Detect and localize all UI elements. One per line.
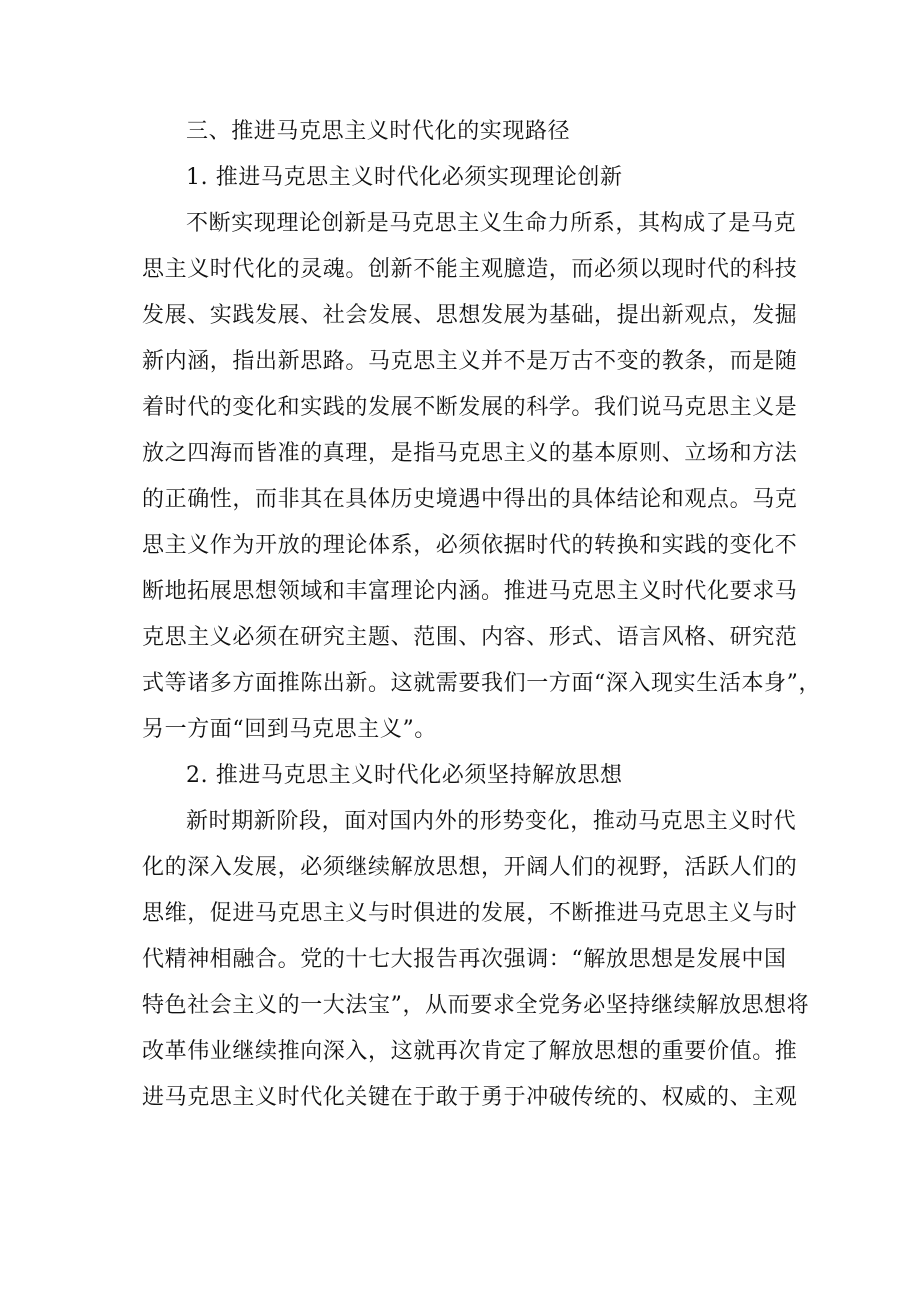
subsection-title-1: 1. 推进马克思主义时代化必须实现理论创新 — [186, 165, 623, 190]
paragraph-line: 化的深入发展，必须继续解放思想，开阔人们的视野，活跃人们的 — [142, 855, 798, 880]
paragraph-line: 另一方面“回到马克思主义”。 — [142, 717, 437, 742]
subsection-title-2: 2. 推进马克思主义时代化必须坚持解放思想 — [186, 763, 623, 788]
paragraph-line: 不断实现理论创新是马克思主义生命力所系，其构成了是马克 — [186, 211, 797, 236]
paragraph-line: 思主义时代化的灵魂。创新不能主观臆造，而必须以现时代的科技 — [142, 257, 798, 282]
paragraph-line: 克思主义必须在研究主题、范围、内容、形式、语言风格、研究范 — [142, 625, 798, 650]
paragraph-line: 思维，促进马克思主义与时俱进的发展，不断推进马克思主义与时 — [142, 901, 798, 926]
paragraph-line: 思主义作为开放的理论体系，必须依据时代的转换和实践的变化不 — [142, 533, 798, 558]
paragraph-line: 放之四海而皆准的真理，是指马克思主义的基本原则、立场和方法 — [142, 441, 798, 466]
paragraph-line: 式等诸多方面推陈出新。这就需要我们一方面“深入现实生活本身”， — [142, 671, 822, 696]
paragraph-line: 发展、实践发展、社会发展、思想发展为基础，提出新观点，发掘 — [142, 303, 798, 328]
paragraph-line: 着时代的变化和实践的发展不断发展的科学。我们说马克思主义是 — [142, 395, 798, 420]
paragraph-line: 断地拓展思想领域和丰富理论内涵。推进马克思主义时代化要求马 — [142, 579, 798, 604]
section-heading: 三、推进马克思主义时代化的实现路径 — [186, 119, 571, 144]
paragraph-line: 的正确性，而非其在具体历史境遇中得出的具体结论和观点。马克 — [142, 487, 798, 512]
paragraph-line: 新时期新阶段，面对国内外的形势变化，推动马克思主义时代 — [186, 809, 797, 834]
paragraph-line: 特色社会主义的一大法宝”，从而要求全党务必坚持继续解放思想将 — [142, 993, 810, 1018]
paragraph-line: 代精神相融合。党的十七大报告再次强调：“解放思想是发展中国 — [142, 947, 787, 972]
paragraph-line: 改革伟业继续推向深入，这就再次肯定了解放思想的重要价值。推 — [142, 1039, 798, 1064]
paragraph-line: 进马克思主义时代化关键在于敢于勇于冲破传统的、权威的、主观 — [142, 1085, 798, 1110]
paragraph-line: 新内涵，指出新思路。马克思主义并不是万古不变的教条，而是随 — [142, 349, 798, 374]
